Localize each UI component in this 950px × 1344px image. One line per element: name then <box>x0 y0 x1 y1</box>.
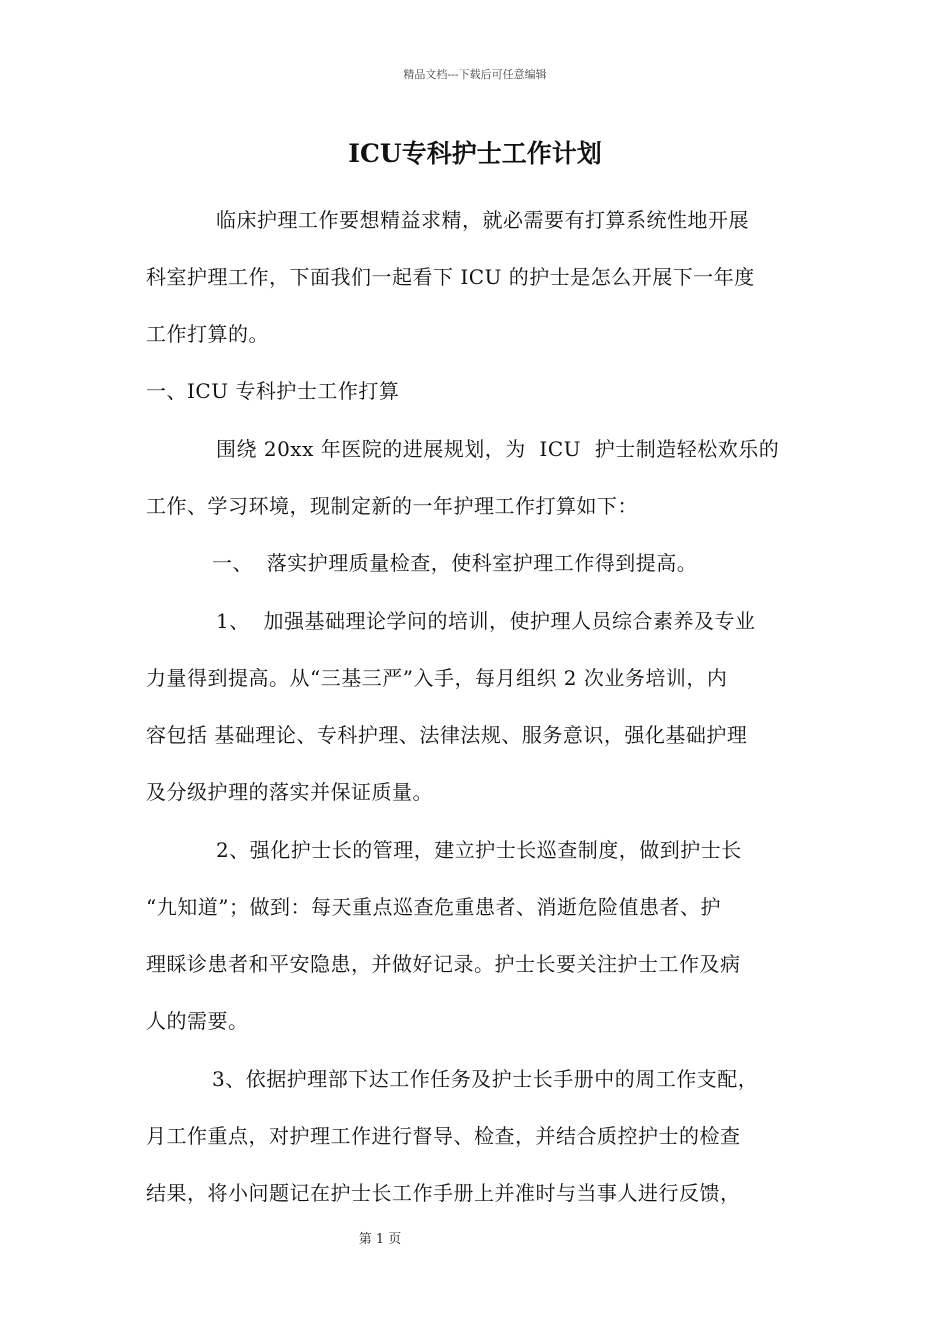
paragraph-line: 容包括 基础理论、专科护理、法律法规、服务意识，强化基础护理 <box>146 723 748 747</box>
paragraph-line: 2、强化护士长的管理，建立护士长巡查制度，做到护士长 <box>216 838 742 862</box>
paragraph-line: 及分级护理的落实并保证质量。 <box>146 780 433 804</box>
paragraph-line: 力量得到提高。从“三基三严”入手，每月组织 2 次业务培训，内 <box>146 666 728 690</box>
paragraph-line: 临床护理工作要想精益求精，就必需要有打算系统性地开展 <box>216 208 749 232</box>
paragraph-line: 1、 加强基础理论学问的培训，使护理人员综合素养及专业 <box>216 609 756 633</box>
paragraph-line: 理睬诊患者和平安隐患，并做好记录。护士长要关注护士工作及病 <box>146 952 741 976</box>
section-heading: 一、ICU 专科护士工作打算 <box>146 379 400 403</box>
subsection-heading: 一、 落实护理质量检查，使科室护理工作得到提高。 <box>212 551 698 575</box>
page-header: 精品文档---下载后可任意编辑 <box>403 68 547 81</box>
page-number: 第 1 页 <box>358 1232 402 1247</box>
paragraph-line: “九知道”；做到：每天重点巡查危重患者、消逝危险值患者、护 <box>146 895 721 919</box>
paragraph-line: 科室护理工作，下面我们一起看下 ICU 的护士是怎么开展下一年度 <box>146 265 755 289</box>
paragraph-line: 围绕 20xx 年医院的进展规划，为 ICU 护士制造轻松欢乐的 <box>216 437 780 461</box>
paragraph-line: 月工作重点，对护理工作进行督导、检查，并结合质控护士的检查 <box>146 1124 741 1148</box>
paragraph-line: 工作打算的。 <box>146 322 269 346</box>
paragraph-line: 3、依据护理部下达工作任务及护士长手册中的周工作支配， <box>212 1067 759 1091</box>
paragraph-line: 结果，将小问题记在护士长工作手册上并准时与当事人进行反馈， <box>146 1181 741 1205</box>
paragraph-line: 工作、学习环境，现制定新的一年护理工作打算如下： <box>146 494 638 518</box>
paragraph-line: 人的需要。 <box>146 1009 249 1033</box>
document-title: ICU专科护士工作计划 <box>348 139 602 168</box>
